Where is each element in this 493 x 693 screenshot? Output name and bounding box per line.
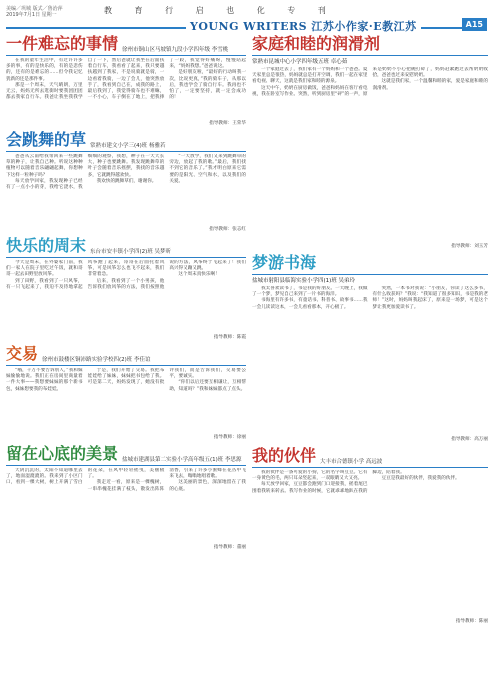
issue-date: 2019年7月1日 星期一 (6, 12, 57, 18)
article-title (6, 130, 246, 152)
article-heading: 会跳舞的草 (6, 130, 87, 149)
article-body (6, 154, 246, 226)
article-6 (252, 34, 488, 249)
article-byline: 盐城市射阳县临海实验小学四(1)班 吴弟玲 (252, 278, 356, 284)
article-2 (6, 130, 246, 232)
paragraph: 突然，一本书对我说：“小朋友，你读了这么多书，有什么收获吗？”我说：“我知道了很多知识，书是我的老师！”这时，妈妈叫我起床了，原来是一场梦，可是这个梦让我更加爱读书了。 (372, 286, 488, 310)
left-column (6, 34, 246, 554)
article-body (252, 470, 488, 618)
article-title (6, 34, 246, 56)
article-8 (252, 446, 488, 624)
right-column (252, 34, 488, 628)
paragraph: 那是一个周末，天气晴朗，万里无云，妈妈无所去逛街时要我团团团都去我家自行车。我爸让我坐我我学自了一下，然后爸就让我坐在后面扶着自行车，我看看了起来，我只要越扶越到了我家，不是说骑就是骑，一边看着我骑，一边了会儿，他突然放手了，我看到自己在，成我的路上，最后我到了，我觉得骑车也不难嘛，一不小心，车子倒在了地上，把我摔了一跤，我觉得好痛呀，慢慢站起来，“妈妈我想。”爸爸说这。 (6, 58, 246, 101)
paragraph: 这个周末真快乐啊！ (178, 272, 220, 278)
paragraph: 我太喜欢读书了，书是我的好朋友。一天晚上，我做了一个梦，梦见自己来到了一片书的海洋。 (252, 286, 368, 298)
paragraph: 这美丽的景色，深深地留在了我的心底。 (169, 480, 246, 492)
article-heading: 梦游书海 (252, 253, 317, 272)
article-heading: 一件难忘的事情 (6, 34, 119, 53)
paragraph: 一个家庭过去了，我们家有一个妈妈和一个爸爸。夏天家里总是很热，妈妈就总是打开空调，我们一起在家里看电视、聊天，这就是我们家和睦的源泉。 (252, 67, 368, 85)
article-heading: 快乐的周末 (6, 236, 87, 255)
article-signature: 指导教师：徐丽 (213, 435, 246, 440)
article-signature: 指导教师：张志红 (209, 227, 246, 232)
paragraph: 豆豆是我最好的伙伴，我爱我的伙伴。 (381, 476, 460, 482)
article-5 (6, 444, 246, 550)
article-heading: 留在心底的美景 (6, 444, 119, 463)
paragraph: 这就是我们家，一个温馨和睦的家，爱是家庭和睦的润滑剂。 (372, 79, 488, 91)
paragraph: 后来，我看到了一个小男孩，他告诉我们放风筝的方法，我们按照他说的方法，风筝终于飞起来了！我们高兴得又蹦又跳。 (87, 260, 246, 290)
article-heading: 我的伙伴 (252, 446, 317, 465)
article-1 (6, 34, 246, 126)
article-byline: 大丰市合德镇小学 高远波 (320, 459, 383, 465)
paragraph: “哦，千万不要告诉别人，”我和妹妹偷偷地说。我们正在房间里商量着一件大事——我想要妹妹的那个新书包，妹妹想要我的布娃娃。 (6, 368, 83, 392)
article-body (252, 286, 488, 436)
article-signature: 指导教师：陈霞 (213, 335, 246, 340)
article-signature: 指导教师：高万丽 (451, 437, 488, 442)
paragraph: 我欢快的跳舞草们，谢谢你。 (96, 178, 157, 184)
paragraph: “一天放学，我们又来到跳舞草的旁边，放起了我的歌。”最后，我们找不到它的音乐了。”我才明白原来它需要的是阳光、空气和水，以及我们的关爱。 (169, 154, 246, 184)
article-title (6, 344, 246, 366)
article-signature: 指导教师：陈丽 (455, 619, 488, 624)
paragraph: 我的伙伴是一条可爱的小狗，它的名字叫豆豆。它有一身黄色的毛，两只耳朵竖起来，一双眼睛又大又亮。 (252, 470, 368, 482)
article-title (252, 446, 488, 468)
article-byline: 盐城市建湖县第二实验小学高年级五(1)班 李思源 (122, 457, 242, 463)
article-signature: 指导教师：王荣华 (209, 121, 246, 126)
article-byline: 徐州市鼓楼区铜沛路实验学校四(2)班 李佳谊 (42, 357, 151, 363)
article-byline: 常熟市昆城中心小学四年级五班 卓心茹 (252, 59, 348, 65)
page-number: A15 (462, 18, 487, 31)
article-body (252, 67, 488, 243)
article-title (6, 444, 246, 466)
article-byline: 常熟市建文小学三(4)班 杨雅若 (90, 143, 166, 149)
paragraph: “你们以后还要互相谦让，互相帮助，知道吗？”我和妹妹都点了点头。 (169, 380, 246, 392)
paragraph: 天阴沉沉的，太阳不知道哪里去了，地面湿漉漉的。我来到了小区门口，看到一棵大树，树上开满了雪白的花朵，在风中轻轻摇曳，美丽极了。 (6, 468, 165, 486)
paragraph: 在我的童年生活中，有过许许多多的事，有的是快乐的，有的是悲伤的，还有的是难忘的……但令我记忆犹新的还是那件事。 (6, 58, 83, 82)
article-signature: 指导教师：刘玉芳 (451, 244, 488, 249)
article-7 (252, 253, 488, 442)
article-byline: 徐州市铜山区马坡镇九段小学四年级 李雪桃 (122, 47, 229, 53)
article-3 (6, 236, 246, 340)
article-body (6, 368, 246, 434)
article-body (6, 58, 246, 120)
paragraph: 到了田野，我看到了一只风筝，有一只飞起来了，我迫不及待地拿起风筝跑了起来，哥哥在后面托着风筝，可是风筝怎么也飞不起来，我们非常着急。 (6, 260, 165, 290)
paragraph: 于是，我们开始了交易。我把布娃娃给了妹妹，妹妹把书包给了我。可是第二天，妈妈发现了，她没有批评我们，而是告诉我们，交易要公平，要诚实。 (87, 368, 246, 386)
article-title (252, 253, 488, 275)
paragraph: 我走近一看，原来是一棵槐树，一串串槐花挂满了枝头，散发出阵阵清香，引来了许多小蜜蜂在花丛中飞来飞去，嗡嗡地唱着歌。 (87, 468, 246, 492)
article-byline: 东台市安丰镇小学四(2)班 吴梦昕 (90, 249, 172, 255)
page-header-top (6, 4, 487, 16)
article-body (6, 468, 246, 544)
article-signature: 指导教师：董丽 (213, 545, 246, 550)
masthead-brand: YOUNG WRITERS 江苏小作家·E教江苏 (186, 18, 421, 34)
article-title (252, 34, 488, 56)
article-title (6, 236, 246, 258)
paragraph: 爸爸从云南给我带回来一些跳舞草的种子，让我自己种。听说这种种植物可以随着音乐翩翩起舞，你想种下这样一粒种子吗？ (6, 154, 83, 178)
paragraph: 书海里有许多书，有童话书、科普书、故事书……我一会儿读读这本，一会儿看看那本，开心极了。 (252, 298, 368, 310)
header-motto: 教 育 行 启 也 化 专 刊 (104, 6, 336, 15)
article-heading: 家庭和睦的润滑剂 (252, 34, 381, 53)
article-heading: 交易 (6, 344, 39, 363)
paragraph: 是好朋友啦，“最好的行动叫我一次，比说更真，”我的骑车子，从那以后，我也学会了骑自行车。我再也不怕了，一定要坚持，就一定会成功的！ (169, 70, 246, 101)
editor-credits (6, 6, 63, 18)
paragraph: 每天放学回家，我发现种子已经有了一点小小的芽，我给它浇水，我细细的观察，我想，种子在一天天长大，种子也要跳舞。我发现跳舞草的叶子会随着音乐摇摆，我找的音乐越多，它就跳得越欢快。 (6, 154, 165, 191)
paragraph: 今天是周末，在外婆家门前，我们一家人在院子里吃过午饭，就和哥哥一起去田野里放风筝。 (6, 260, 83, 278)
paragraph: 每天放学回家，豆豆都会跑到门口迎接我，摇着尾巴围着我转来转去。我写作业的时候，它就乖乖地趴在我的脚边，陪着我。 (252, 470, 405, 494)
masthead-bar (6, 20, 487, 34)
column-label: 美编／巩城 版式／鲁治萍 (6, 6, 63, 12)
article-4 (6, 344, 246, 440)
article-body (6, 260, 246, 334)
paragraph: 这天中午，奶奶在厨房做饭，爸爸和妈妈在客厅看电视，我在卧室写作业。突然，听到厨房里“砰”的一声，原来是奶奶不小心把碗打碎了，妈妈赶紧跑过去帮奶奶收拾，爸爸也过来安慰奶奶。 (252, 67, 488, 97)
